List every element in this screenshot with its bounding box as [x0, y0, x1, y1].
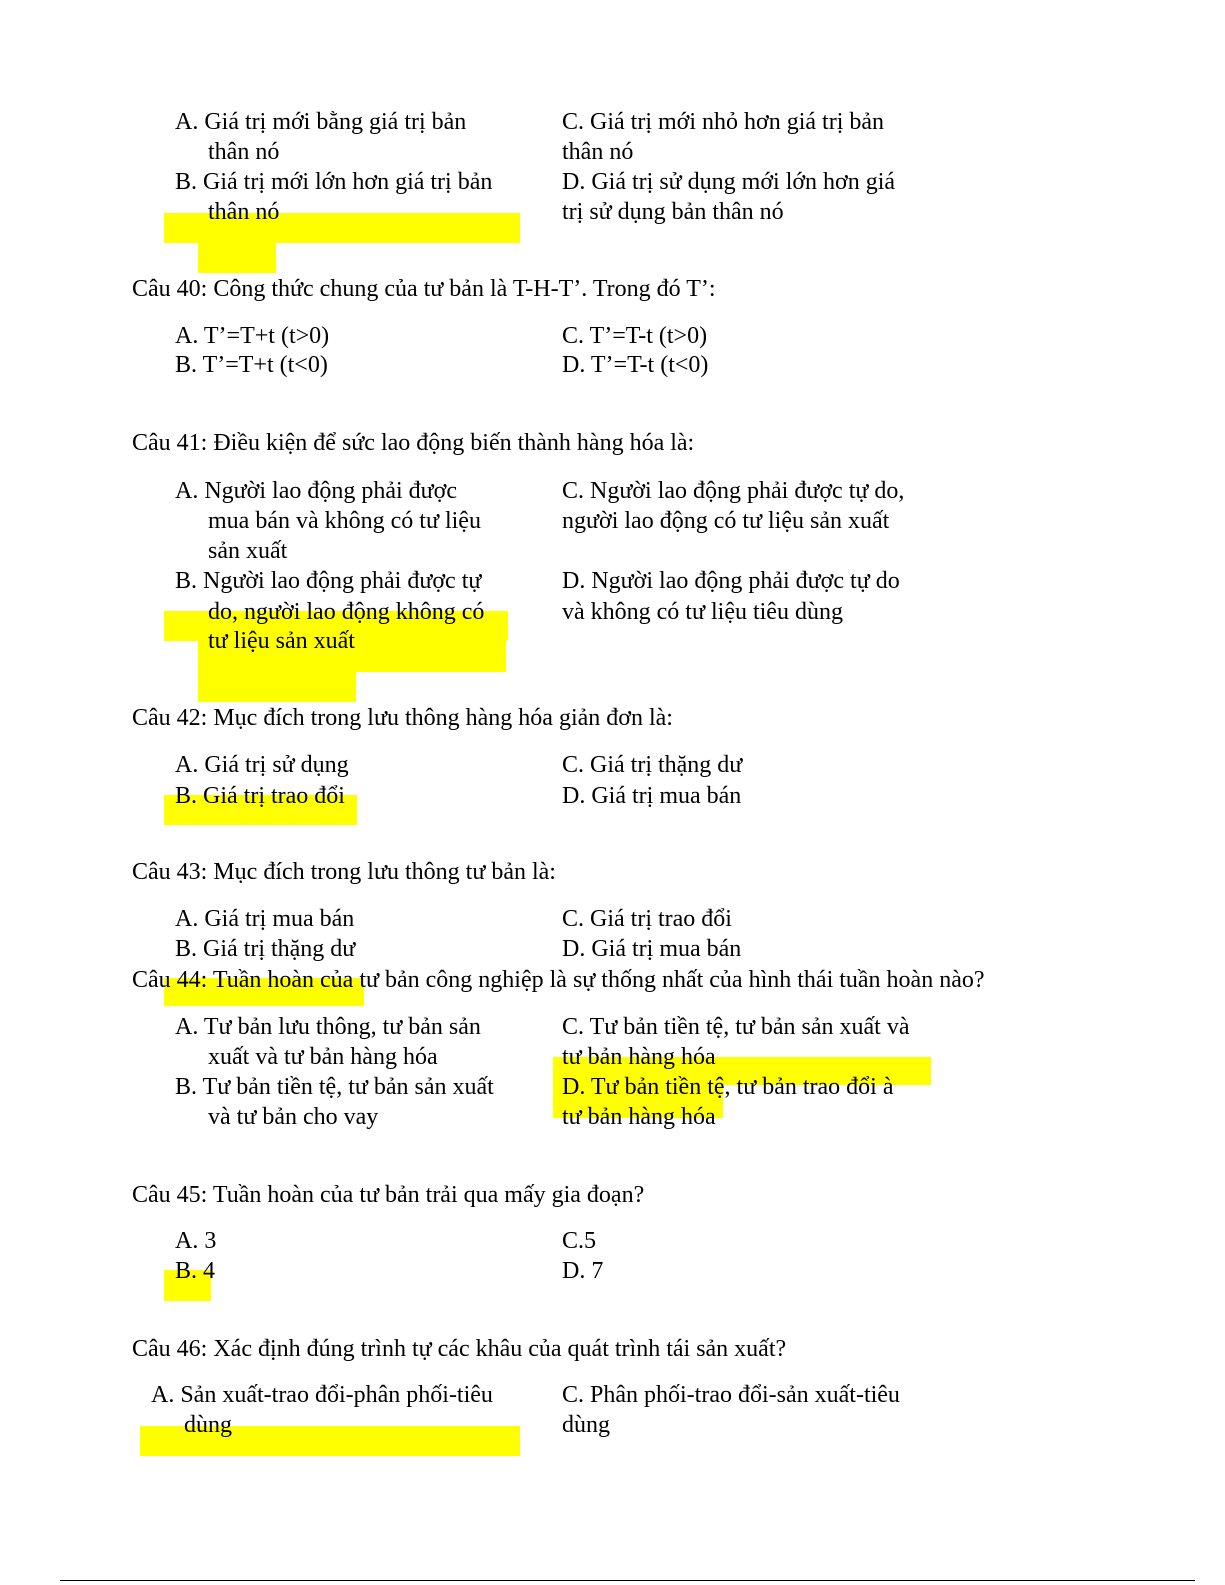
q45-option-a: A. 3: [175, 1228, 217, 1254]
q44-option-b-line2: và tư bản cho vay: [208, 1104, 379, 1130]
q45-option-c: C.5: [562, 1228, 597, 1254]
q41-option-c-line2: người lao động có tư liệu sản xuất: [562, 508, 890, 534]
q39-option-c-line1: C. Giá trị mới nhỏ hơn giá trị bản: [562, 109, 885, 135]
q43-option-d: D. Giá trị mua bán: [562, 936, 742, 962]
q39-option-b-line1: B. Giá trị mới lớn hơn giá trị bản: [175, 169, 493, 195]
q42-option-c: C. Giá trị thặng dư: [562, 752, 743, 778]
q44-option-a-line2: xuất và tư bản hàng hóa: [208, 1044, 438, 1070]
q39-option-a-line1: A. Giá trị mới bằng giá trị bản: [175, 109, 467, 135]
q41-option-c-line1: C. Người lao động phải được tự do,: [562, 478, 905, 504]
q44-option-b-line1: B. Tư bản tiền tệ, tư bản sản xuất: [175, 1074, 494, 1100]
q42-option-d: D. Giá trị mua bán: [562, 783, 742, 809]
q39-option-c-line2: thân nó: [562, 139, 634, 165]
q44-option-c-line2: tư bản hàng hóa: [562, 1044, 716, 1070]
q41-option-b-line3: tư liệu sản xuất: [208, 628, 355, 654]
q46-option-a-line2: dùng: [184, 1412, 232, 1438]
q46-option-c-line1: C. Phân phối-trao đổi-sản xuất-tiêu: [562, 1382, 900, 1408]
q44-option-d-line1: D. Tư bản tiền tệ, tư bản trao đổi à: [562, 1074, 894, 1100]
q46-option-c-line2: dùng: [562, 1412, 610, 1438]
q42-question: Câu 42: Mục đích trong lưu thông hàng hóa giản đơn là:: [132, 705, 673, 731]
q41-option-a-line3: sản xuất: [208, 538, 288, 564]
q45-option-b: B. 4: [175, 1258, 216, 1284]
q45-option-d: D. 7: [562, 1258, 604, 1284]
q44-question: Câu 44: Tuần hoàn của tư bản công nghiệp là sự thống nhất của hình thái tuần hoàn nào?: [132, 967, 985, 993]
q39-option-d-line1: D. Giá trị sử dụng mới lớn hơn giá: [562, 169, 896, 195]
q41-option-d-line1: D. Người lao động phải được tự do: [562, 568, 900, 594]
page-bottom-rule: [60, 1580, 1195, 1581]
q43-option-a: A. Giá trị mua bán: [175, 906, 355, 932]
q46-question: Câu 46: Xác định đúng trình tự các khâu của quát trình tái sản xuất?: [132, 1336, 787, 1362]
q39-option-b-line2: thân nó: [208, 199, 280, 225]
q40-question: Câu 40: Công thức chung của tư bản là T-H-T’. Trong đó T’:: [132, 276, 716, 302]
q44-option-a-line1: A. Tư bản lưu thông, tư bản sản: [175, 1014, 481, 1040]
q43-question: Câu 43: Mục đích trong lưu thông tư bản là:: [132, 859, 556, 885]
q40-option-c: C. T’=T-t (t>0): [562, 323, 708, 349]
q41-option-a-line2: mua bán và không có tư liệu: [208, 508, 481, 534]
highlight-q39-b-tail: [198, 241, 276, 273]
q41-option-a-line1: A. Người lao động phải được: [175, 478, 458, 504]
q40-option-b: B. T’=T+t (t<0): [175, 352, 328, 378]
highlight-q41-b-tail: [198, 670, 356, 702]
q41-question: Câu 41: Điều kiện để sức lao động biến thành hàng hóa là:: [132, 430, 695, 456]
q42-option-b: B. Giá trị trao đổi: [175, 783, 345, 809]
q41-option-b-line2: do, người lao động không có: [208, 599, 485, 625]
q44-option-c-line1: C. Tư bản tiền tệ, tư bản sản xuất và: [562, 1014, 910, 1040]
q40-option-a: A. T’=T+t (t>0): [175, 323, 330, 349]
q45-question: Câu 45: Tuần hoàn của tư bản trải qua mấy gia đoạn?: [132, 1182, 645, 1208]
q41-option-b-line1: B. Người lao động phải được tự: [175, 568, 482, 594]
q44-option-d-line2: tư bản hàng hóa: [562, 1104, 716, 1130]
q40-option-d: D. T’=T-t (t<0): [562, 352, 709, 378]
q43-option-b: B. Giá trị thặng dư: [175, 936, 356, 962]
q41-option-d-line2: và không có tư liệu tiêu dùng: [562, 599, 843, 625]
q39-option-d-line2: trị sử dụng bản thân nó: [562, 199, 784, 225]
q43-option-c: C. Giá trị trao đổi: [562, 906, 732, 932]
q39-option-a-line2: thân nó: [208, 139, 280, 165]
q46-option-a-line1: A. Sản xuất-trao đổi-phân phối-tiêu: [151, 1382, 493, 1408]
q42-option-a: A. Giá trị sử dụng: [175, 752, 349, 778]
